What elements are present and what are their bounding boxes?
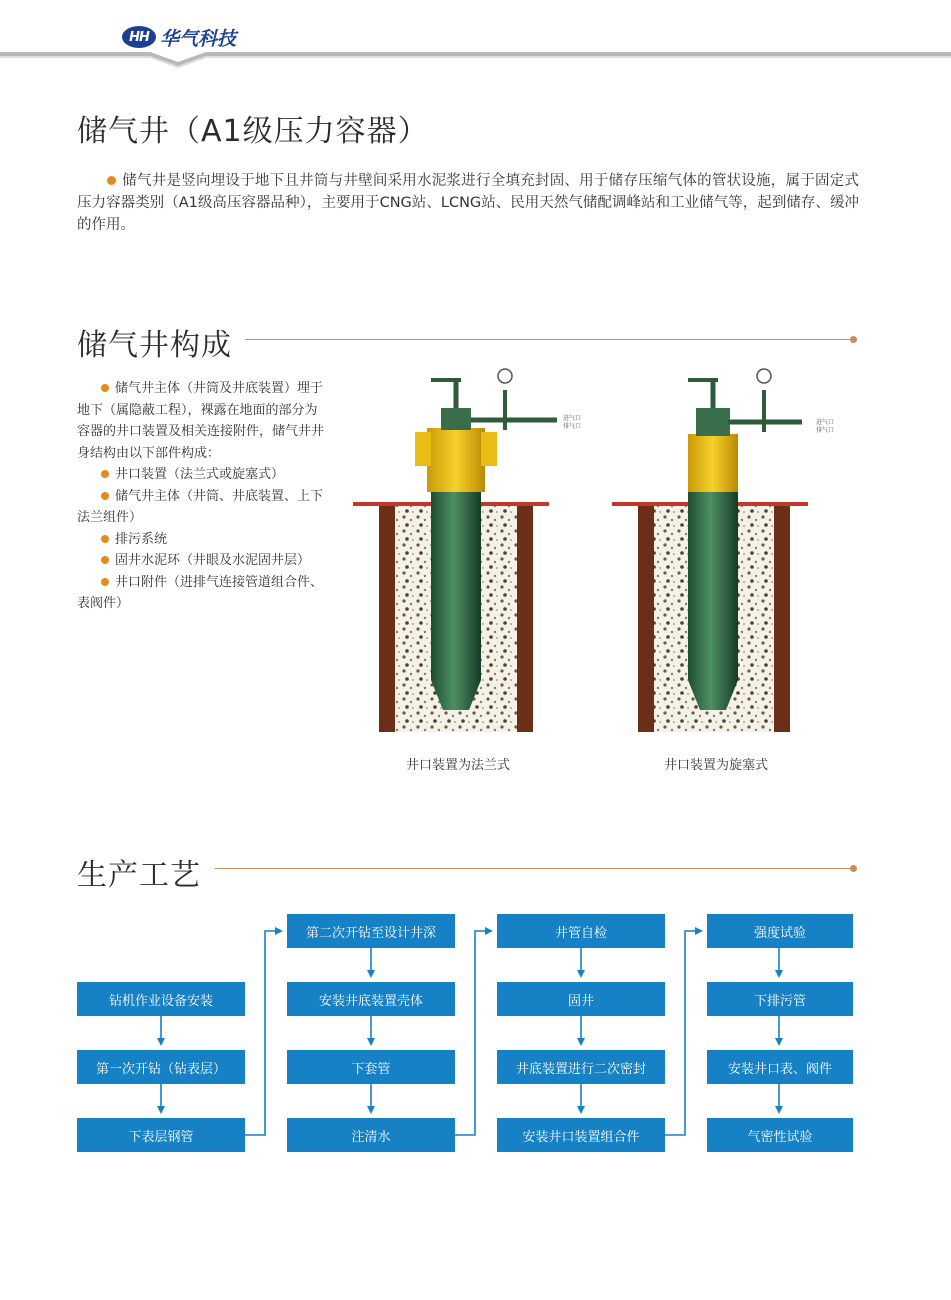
outlet-label: 排气口 xyxy=(816,427,835,434)
process-step: 第一次开钻（钻表层） xyxy=(77,1050,245,1084)
list-item: 井口附件（进排气连接管道组合件、表阀件） xyxy=(77,574,324,611)
inlet-label: 进气口 xyxy=(816,419,835,426)
inlet-label: 进气口 xyxy=(563,415,582,422)
process-step: 气密性试验 xyxy=(707,1118,853,1152)
process-step: 井底装置进行二次密封 xyxy=(497,1050,665,1084)
outlet-label: 排气口 xyxy=(563,423,582,430)
process-step: 下表层钢管 xyxy=(77,1118,245,1152)
logo-text: 华气科技 xyxy=(160,27,237,50)
process-step: 井管自检 xyxy=(497,914,665,948)
figure-caption-flange: 井口装置为法兰式 xyxy=(405,758,510,773)
figure-caption-plug: 井口装置为旋塞式 xyxy=(663,758,768,773)
logo-badge-icon: HH xyxy=(122,26,156,48)
process-step: 安装井口表、阀件 xyxy=(707,1050,853,1084)
list-item: 储气井主体（井筒、井底装置、上下法兰组件） xyxy=(77,488,324,525)
process-step: 注清水 xyxy=(287,1118,455,1152)
process-step: 强度试验 xyxy=(707,914,853,948)
list-item: 固井水泥环（井眼及水泥固井层） xyxy=(77,550,329,572)
process-step: 第二次开钻至设计井深 xyxy=(287,914,455,948)
list-item: 井口装置（法兰式或旋塞式） xyxy=(77,464,329,486)
section-title-composition: 储气井构成 xyxy=(77,328,232,363)
process-step: 安装井底装置壳体 xyxy=(287,982,455,1016)
process-step: 钻机作业设备安装 xyxy=(77,982,245,1016)
intro-text: 储气井是竖向埋设于地下且井筒与井壁间采用水泥浆进行全填充封固、用于储存压缩气体的管状设施，属于固定式压力容器类别（A1级高压容器品种），主要用于CNG站、LCNG站、民用天然气储配调峰站和工业储气等，起到储存、缓冲的作用。 xyxy=(77,173,859,233)
page-title: 储气井（A1级压力容器） xyxy=(77,114,429,149)
list-item: 排污系统 xyxy=(77,529,329,551)
process-step: 下套管 xyxy=(287,1050,455,1084)
section-title-process: 生产工艺 xyxy=(77,858,201,893)
process-step: 固井 xyxy=(497,982,665,1016)
process-step: 下排污管 xyxy=(707,982,853,1016)
composition-lead: 储气井主体（井筒及井底装置）埋于地下（属隐蔽工程），裸露在地面的部分为容器的井口装置及相关连接附件，储气井井身结构由以下部件构成： xyxy=(77,381,325,461)
process-step: 安装井口装置组合件 xyxy=(497,1118,665,1152)
